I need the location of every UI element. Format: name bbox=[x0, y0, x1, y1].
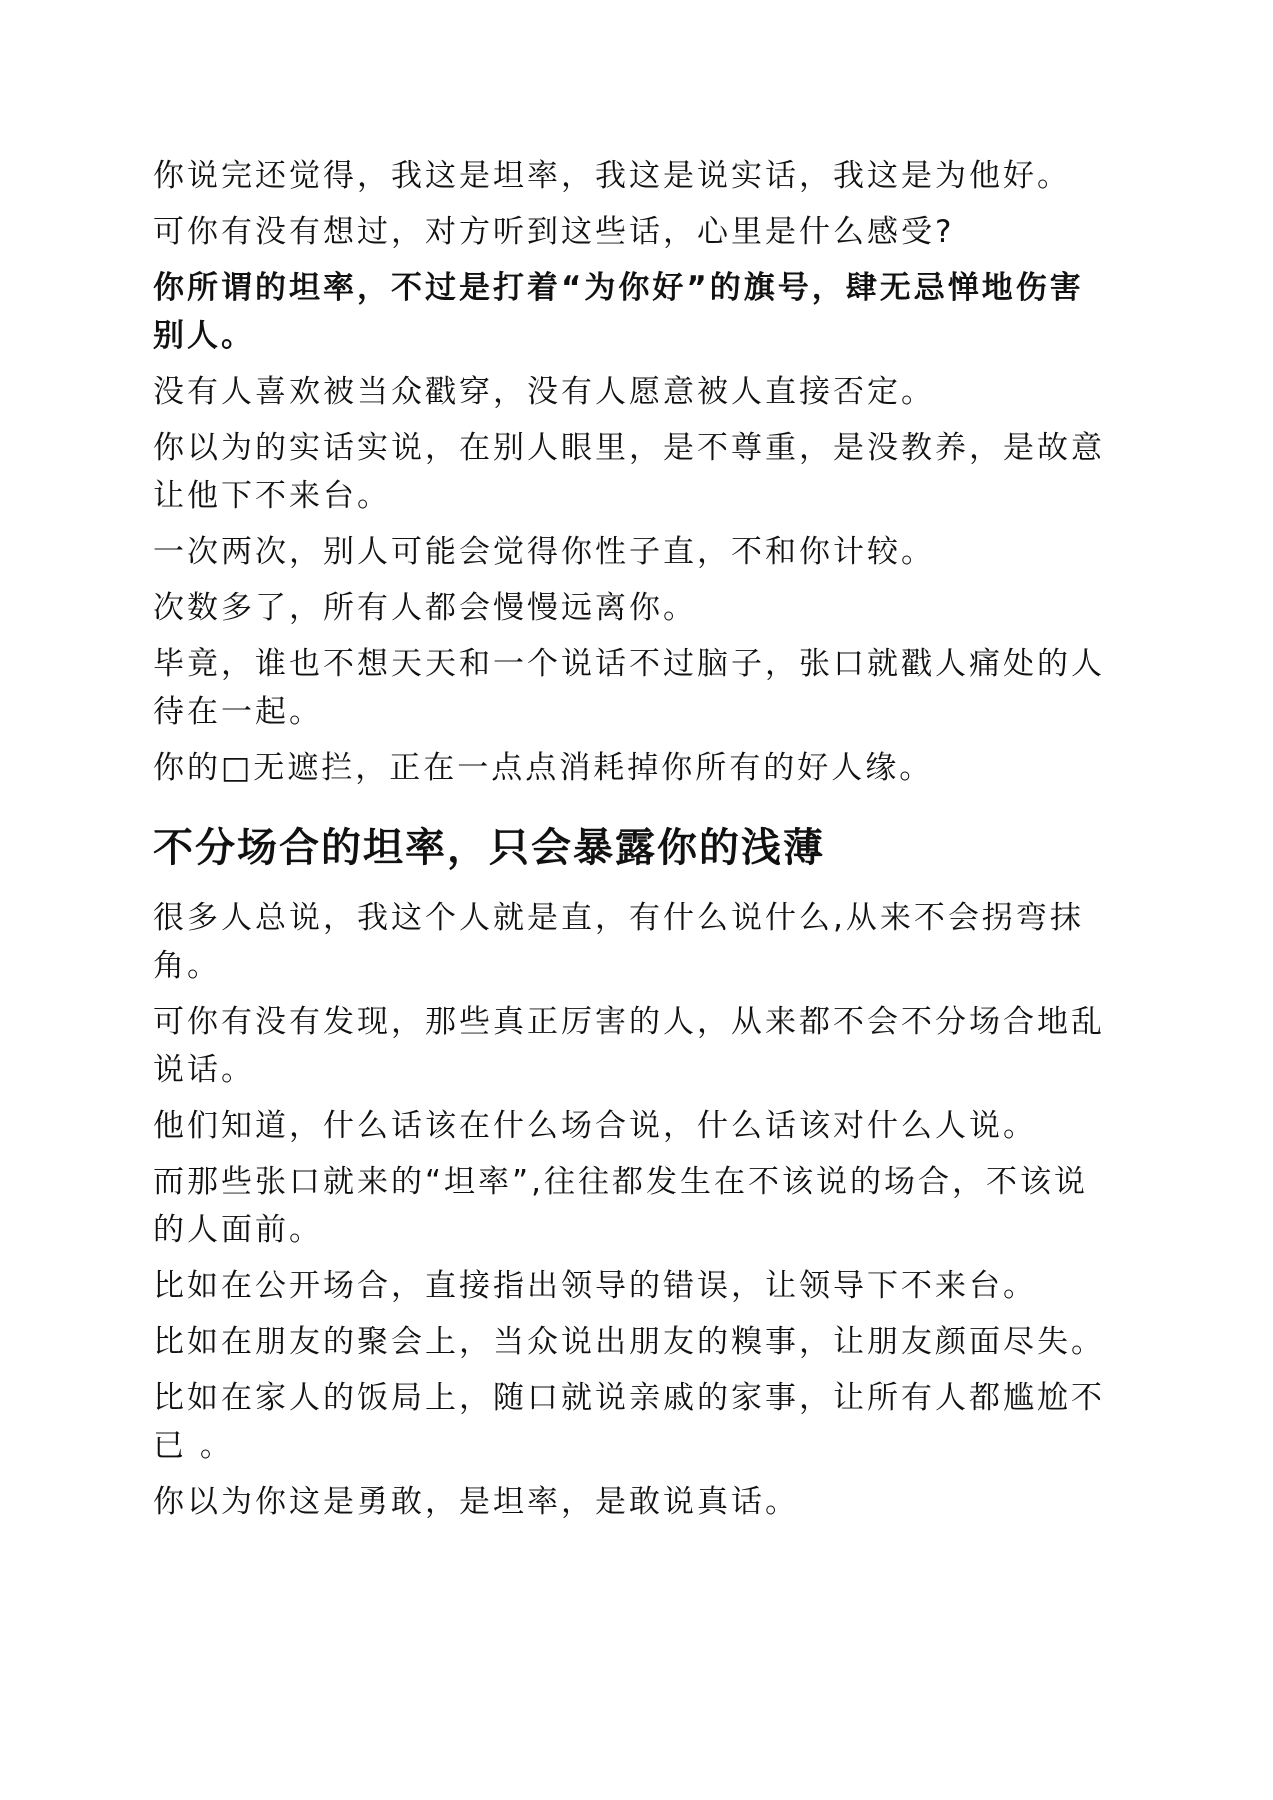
paragraph: 次数多了，所有人都会慢慢远离你。 bbox=[153, 590, 697, 626]
paragraph: 你说完还觉得，我这是坦率，我这是说实话，我这是为他好。 bbox=[153, 158, 1071, 194]
paragraph: 你以为你这是勇敢，是坦率，是敢说真话。 bbox=[153, 1484, 799, 1520]
paragraph: 比如在朋友的聚会上，当众说出朋友的糗事，让朋友颜面尽失。 bbox=[153, 1324, 1105, 1360]
paragraph: 毕竟，谁也不想天天和一个说话不过脑子，张口就戳人痛处的人待在一起。 bbox=[153, 646, 1105, 730]
paragraph: 很多人总说，我这个人就是直，有什么说什么,从来不会拐弯抹角。 bbox=[153, 900, 1084, 984]
paragraph: 你以为的实话实说，在别人眼里，是不尊重，是没教养，是故意让他下不来台。 bbox=[153, 430, 1105, 514]
document-body bbox=[153, 152, 1113, 1534]
paragraph: 可你有没有想过，对方听到这些话，心里是什么感受? bbox=[153, 214, 955, 250]
paragraph: 没有人喜欢被当众戳穿，没有人愿意被人直接否定。 bbox=[153, 374, 935, 410]
paragraph: 一次两次，别人可能会觉得你性子直，不和你计较。 bbox=[153, 534, 935, 570]
paragraph: 他们知道，什么话该在什么场合说，什么话该对什么人说。 bbox=[153, 1108, 1037, 1144]
paragraph: 可你有没有发现，那些真正厉害的人，从来都不会不分场合地乱说话。 bbox=[153, 1004, 1105, 1088]
paragraph: 你的□无遮拦，正在一点点消耗掉你所有的好人缘。 bbox=[153, 750, 934, 786]
section-heading: 不分场合的坦率，只会暴露你的浅薄 bbox=[153, 825, 825, 871]
paragraph: 比如在家人的饭局上，随口就说亲戚的家事，让所有人都尴尬不已 。 bbox=[153, 1380, 1105, 1464]
paragraph: 而那些张口就来的“坦率”,往往都发生在不该说的场合，不该说的人面前。 bbox=[153, 1164, 1088, 1248]
paragraph: 比如在公开场合，直接指出领导的错误，让领导下不来台。 bbox=[153, 1268, 1037, 1304]
emphasized-paragraph: 你所谓的坦率，不过是打着“为你好”的旗号，肆无忌惮地伤害别人。 bbox=[153, 270, 1084, 354]
